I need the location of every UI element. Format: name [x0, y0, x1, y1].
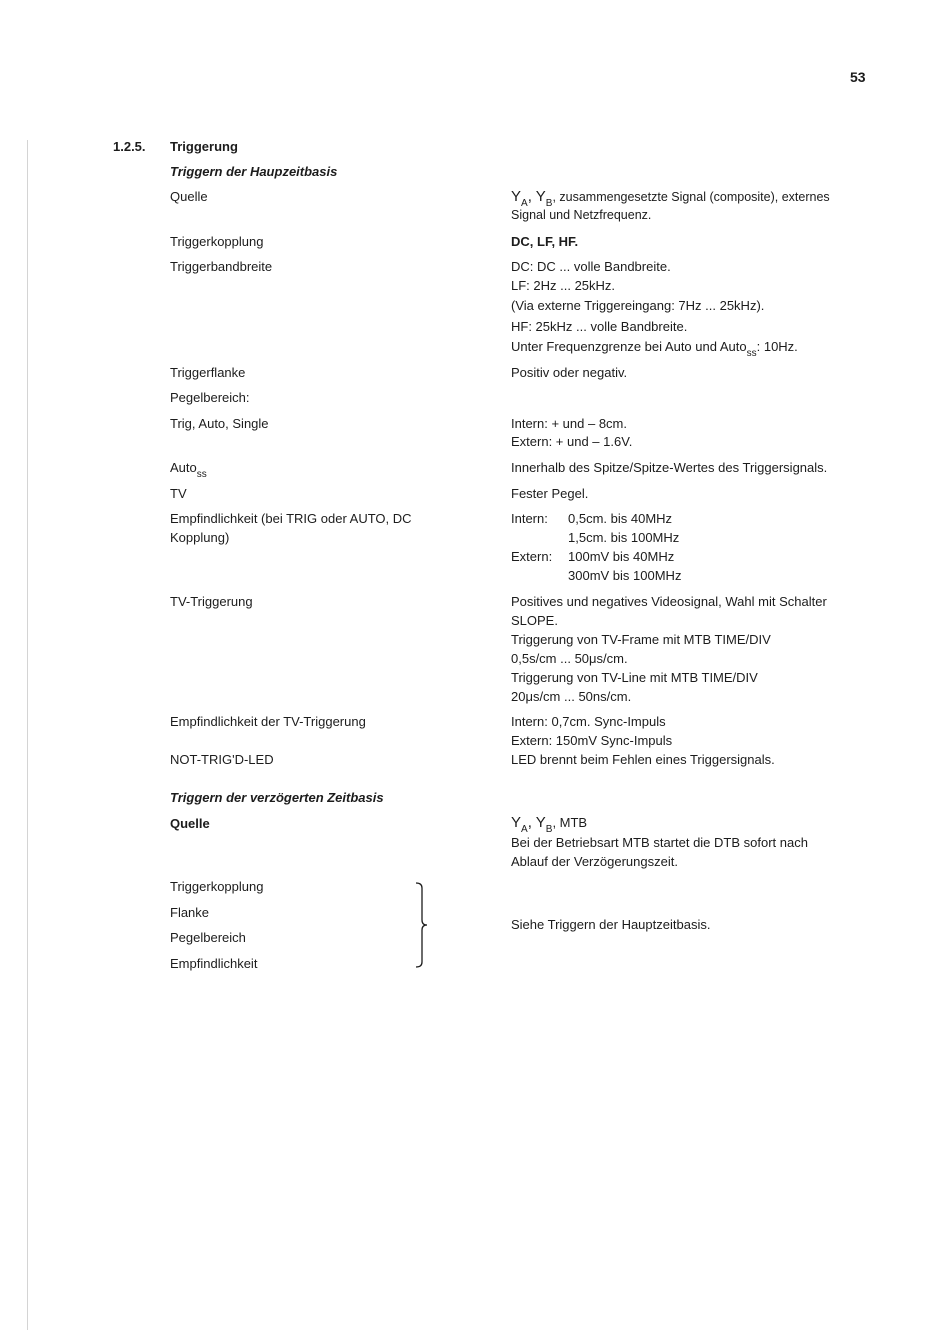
group-label-flanke: Flanke [170, 905, 210, 920]
empf-label: Kopplung) [170, 530, 230, 545]
section-number: 1.2.5. [113, 139, 146, 154]
tvempf-label: Empfindlichkeit der TV-Triggerung [170, 714, 366, 729]
empf-value: 100mV bis 40MHz [568, 549, 675, 564]
tvempf-line: Intern: 0,7cm. Sync-Impuls [511, 714, 666, 729]
empf-prefix: Extern: [511, 549, 553, 564]
bandbreite-label: Triggerbandbreite [170, 259, 273, 274]
right-brace-icon [414, 882, 428, 968]
tvtrig-line: Positives und negatives Videosignal, Wahl mit Schalter [511, 594, 827, 609]
tvtrig-line: 0,5s/cm ... 50μs/cm. [511, 651, 628, 666]
kopplung-value: DC, LF, HF. [511, 234, 579, 249]
dq-sub-a: A [521, 824, 528, 835]
tvtrig-line: 20μs/cm ... 50ns/cm. [511, 689, 632, 704]
autoss-label [170, 458, 207, 484]
autoss-value: Innerhalb des Spitze/Spitze-Wertes des Triggersignals. [511, 460, 828, 475]
delayed-quelle-line: Ablauf der Verzögerungszeit. [511, 854, 678, 869]
empf-label: Empfindlichkeit (bei TRIG oder AUTO, DC [170, 511, 412, 526]
main-timebase-heading: Triggern der Haupzeitbasis [170, 164, 338, 179]
group-label-pegel: Pegelbereich [170, 930, 246, 945]
quelle-value-line2: Signal und Netzfrequenz. [511, 208, 652, 222]
group-label-empf: Empfindlichkeit [170, 956, 258, 971]
autoss-freq: : 10Hz. [756, 339, 798, 354]
tvtrig-line: Triggerung von TV-Line mit MTB TIME/DIV [511, 670, 758, 685]
trig-value: Intern: + und – 8cm. [511, 416, 627, 431]
group-value: Siehe Triggern der Hauptzeitbasis. [511, 917, 711, 932]
quelle-rest: , zusammengesetzte Signal (composite), externes [552, 190, 830, 204]
empf-value: 300mV bis 100MHz [568, 568, 682, 583]
quelle-sub-a: A [521, 198, 528, 209]
bandbreite-line: HF: 25kHz ... volle Bandbreite. [511, 319, 688, 334]
group-label-kopplung: Triggerkopplung [170, 879, 264, 894]
flanke-value: Positiv oder negativ. [511, 365, 628, 380]
autoss-label-sub: ss [196, 469, 207, 480]
flanke-label: Triggerflanke [170, 365, 246, 380]
tvtrig-line: Triggerung von TV-Frame mit MTB TIME/DIV [511, 632, 771, 647]
tv-label: TV [170, 486, 187, 501]
section-title: Triggerung [170, 139, 238, 154]
dq-sub-b: B [545, 824, 553, 835]
kopplung-label: Triggerkopplung [170, 234, 264, 249]
bandbreite-line: (Via externe Triggereingang: 7Hz ... 25kHz). [511, 298, 765, 313]
tvempf-line: Extern: 150mV Sync-Impuls [511, 733, 673, 748]
bandbreite-line-autoss [511, 337, 798, 363]
bandbreite-line: LF: 2Hz ... 25kHz. [511, 278, 616, 293]
autoss-text: Unter Frequenzgrenze bei Auto und Auto [511, 339, 747, 354]
trig-label: Trig, Auto, Single [170, 416, 269, 431]
delayed-timebase-heading: Triggern der verzögerten Zeitbasis [170, 790, 384, 805]
autoss-sub: ss [746, 348, 757, 359]
quelle-y: Y [511, 188, 522, 205]
trig-value: Extern: + und – 1.6V. [511, 434, 633, 449]
delayed-quelle-label: Quelle [170, 816, 210, 831]
quelle-y2: , Y [527, 188, 546, 205]
autoss-label-text: Auto [170, 460, 197, 475]
delayed-quelle-line: Bei der Betriebsart MTB startet die DTB sofort nach [511, 835, 808, 850]
empf-value: 1,5cm. bis 100MHz [568, 530, 680, 545]
tv-value: Fester Pegel. [511, 486, 589, 501]
scan-edge-line [27, 140, 28, 1330]
quelle-sub-b: B [545, 198, 553, 209]
pegel-label: Pegelbereich: [170, 390, 250, 405]
dq-y2: , Y [527, 814, 546, 831]
empf-prefix: Intern: [511, 511, 548, 526]
quelle-label: Quelle [170, 189, 208, 204]
led-value: LED brennt beim Fehlen eines Triggersignals. [511, 752, 775, 767]
led-label: NOT-TRIG'D-LED [170, 752, 274, 767]
tvtrig-line: SLOPE. [511, 613, 558, 628]
dq-y: Y [511, 814, 522, 831]
empf-value: 0,5cm. bis 40MHz [568, 511, 673, 526]
page-number: 53 [850, 69, 866, 85]
tvtrig-label: TV-Triggerung [170, 594, 253, 609]
bandbreite-line: DC: DC ... volle Bandbreite. [511, 259, 671, 274]
dq-rest: , MTB [552, 815, 588, 830]
